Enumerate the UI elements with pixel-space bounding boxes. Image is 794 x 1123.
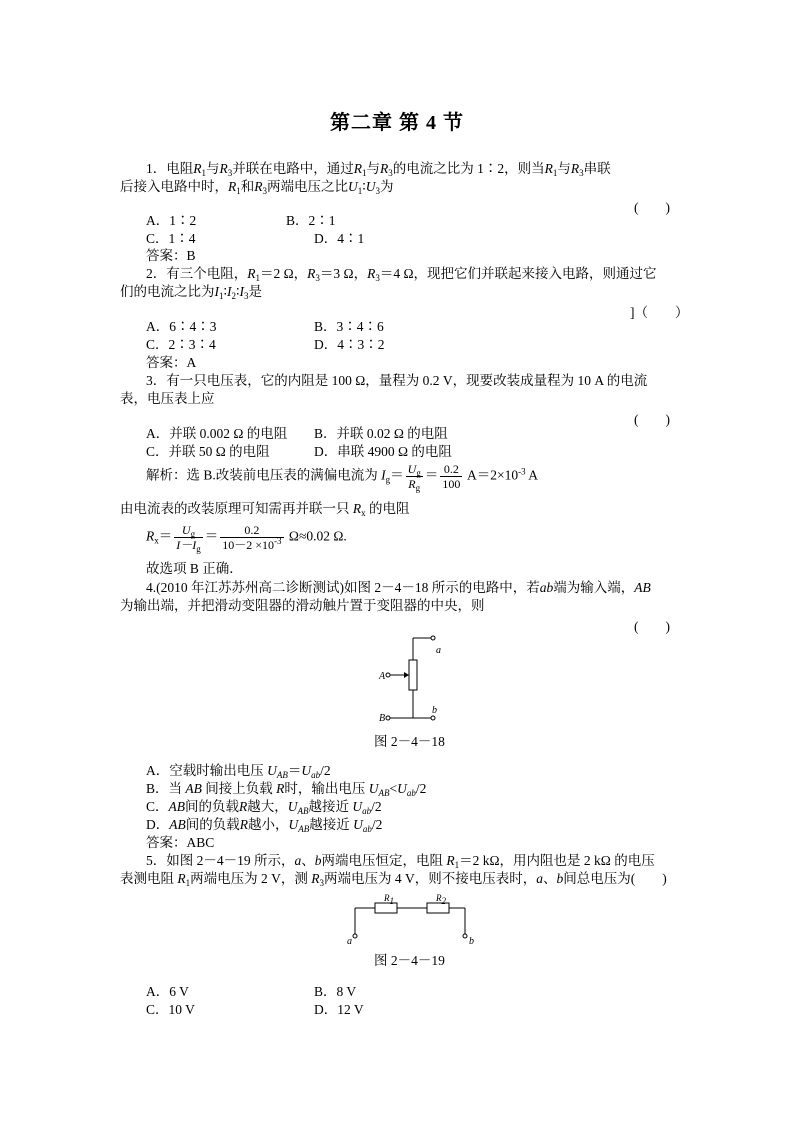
fig18-label-a: a	[436, 645, 441, 656]
q3-answer-blank: ( )	[634, 412, 670, 427]
q4-option-c: C．AB间的负载R越大，$U_{AB}$越接近 $U_{ab}/2$	[146, 799, 382, 816]
q2-option-c: C．2∶3∶4	[146, 337, 216, 352]
circuit-figure-2-4-19	[345, 894, 475, 946]
q5-option-d: D．12 V	[314, 1002, 364, 1017]
q4-option-d: D．AB间的负载R越小，$U_{AB}$越接近 $U_{ab}/2$	[146, 817, 383, 834]
q1-line2: 后接入电路中时，$R_1$和$R_3$两端电压之比$U_1∶U_3$为	[120, 179, 394, 196]
q4-option-b: B．当 AB 间接上负载 R时，输出电压 $U_{AB}<U_{ab}/2$	[146, 781, 427, 798]
page-title: 第二章 第 4 节	[330, 112, 464, 134]
fig19-label-r2: $R_2$	[436, 893, 446, 906]
fraction-ug-rg: $\frac{U_g}{R_g}$	[407, 462, 421, 493]
q5-option-c: C．10 V	[146, 1002, 195, 1017]
q1-option-c: C．1∶4	[146, 231, 196, 246]
q1-answer: 答案：B	[146, 248, 196, 263]
q2-option-d: D．4∶3∶2	[314, 337, 385, 352]
q4-option-a: A．空载时输出电压 $U_{AB}=U_{ab}/2$	[146, 763, 331, 780]
terminal-a	[431, 636, 435, 640]
q1-option-b: B．2∶1	[286, 213, 336, 228]
q3-option-d: D．串联 4900 Ω 的电阻	[314, 444, 452, 459]
q1-answer-blank: ( )	[634, 200, 670, 215]
figure-caption-2-4-19: 图 2－4－19	[374, 953, 445, 968]
q3-explanation-line4: 故选项 B 正确．	[146, 561, 243, 576]
q3-option-b: B．并联 0.02 Ω 的电阻	[314, 426, 448, 441]
q3-option-a: A．并联 0.002 Ω 的电阻	[146, 426, 288, 441]
q2-option-b: B．3∶4∶6	[314, 319, 384, 334]
fig19-label-b: b	[469, 936, 474, 947]
q5-option-a: A．6 V	[146, 984, 189, 999]
q5-line1: 5．如图 2－4－19 所示，a、b两端电压恒定，电阻 $R_1=2$ kΩ，用内阻也是 2 kΩ 的电压	[146, 853, 655, 870]
fraction-ug-i-ig: $\frac{U_g}{I-I_g}$	[176, 523, 201, 554]
fig18-label-B: B	[379, 713, 386, 724]
q3-explanation-line2: 由电流表的改装原理可知需再并联一只 $R_x$ 的电阻	[120, 501, 410, 518]
q5-line2: 表测电阻 $R_1$两端电压为 2 V，测 $R_3$两端电压为 4 V，则不接电压表时，a、b间总电压为( )	[120, 871, 667, 888]
fig19-label-r1: $R_1$	[384, 893, 394, 906]
q2-answer: 答案：A	[146, 355, 197, 370]
q2-answer-blank: ]（ ）	[630, 305, 689, 320]
q4-answer-blank: ( )	[634, 619, 670, 634]
terminal-a	[353, 934, 357, 938]
q4-line2: 为输出端，并把滑动变阻器的滑动触片置于变阻器的中央，则	[120, 598, 485, 613]
q1-line1: 1．电阻$R_1$与$R_3$并联在电路中，通过$R_1$与$R_3$的电流之比为 1∶2，则当$R_1$与$R_3$串联	[146, 161, 611, 178]
q1-option-d: D．4∶1	[314, 231, 365, 246]
q2-line1: 2．有三个电阻，$R_1=2$ Ω，$R_3=3$ Ω，$R_3=4$ Ω，现把它们并联起来接入电路，则通过它	[146, 266, 657, 283]
q5-option-b: B．8 V	[314, 984, 357, 999]
q1-option-a: A．1∶2	[146, 213, 197, 228]
rheostat-symbol	[409, 660, 417, 690]
fraction-0.2-denominator: $\frac{0.2}{10-2 \times 10^{-3}}$	[222, 523, 282, 552]
figure-caption-2-4-18: 图 2－4－18	[374, 734, 445, 749]
q3-line2: 表，电压表上应	[120, 391, 215, 406]
q4-line1: 4.(2010 年江苏苏州高二诊断测试)如图 2－4－18 所示的电路中，若ab端为输入端，AB	[146, 580, 651, 595]
q2-option-a: A．6∶4∶3	[146, 319, 217, 334]
q3-explanation-line1: 解析：选 B.改装前电压表的满偏电流为 $I_g=$ $\frac{U_g}{R_g}$ ＝ $\frac{0.2}{100}$ $A=2\times 10^{-3}$ A	[146, 462, 538, 493]
terminal-b	[463, 934, 467, 938]
q3-explanation-line3: $R_x=$ $\frac{U_g}{I-I_g}$ ＝ $\frac{0.2}{10-2 \times 10^{-3}}$ Ω≈0.02 Ω.	[146, 523, 347, 554]
q3-line1: 3．有一只电压表，它的内阻是 100 Ω，量程为 0.2 V，现要改装成量程为 10 A 的电流	[146, 373, 648, 388]
fig19-label-a: a	[347, 936, 352, 947]
q2-line2: 们的电流之比为$I_1∶I_2∶I_3$是	[120, 284, 263, 301]
fig18-label-b: b	[432, 705, 437, 716]
terminal-A	[386, 673, 390, 677]
fig18-label-A: A	[379, 671, 386, 682]
q4-answer: 答案：ABC	[146, 835, 215, 850]
q3-option-c: C．并联 50 Ω 的电阻	[146, 444, 270, 459]
terminal-B	[386, 716, 390, 720]
fraction-0.2-100: $\frac{0.2}{100}$	[442, 462, 461, 491]
